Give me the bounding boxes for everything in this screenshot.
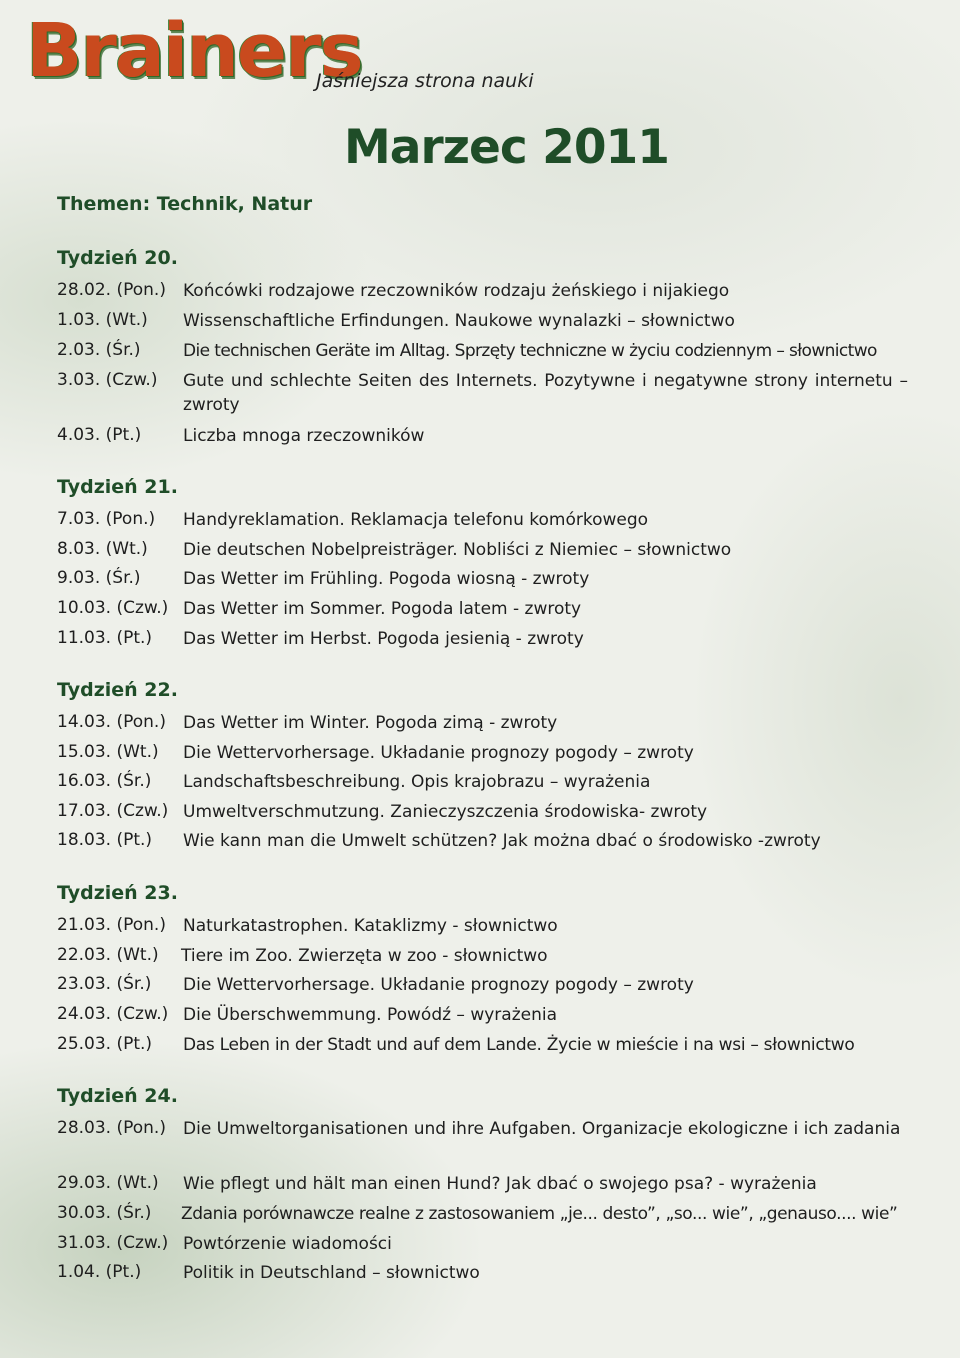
brainers-logo: Brainers — [26, 8, 362, 94]
entry-topic: Wissenschaftliche Erfindungen. Naukowe wynalazki – słownictwo — [183, 311, 735, 331]
themes-heading: Themen: Technik, Natur — [57, 193, 313, 215]
entry-topic: Die Überschwemmung. Powódź – wyrażenia — [183, 1005, 558, 1025]
entry-topic: Die Wettervorhersage. Układanie prognozy pogody – zwroty — [183, 975, 694, 995]
week-title: Tydzień 24. — [57, 1085, 178, 1107]
entry-date: 18.03. (Pt.) — [57, 830, 153, 850]
entry-date: 30.03. (Śr.) — [57, 1203, 152, 1223]
entry-date: 8.03. (Wt.) — [57, 539, 148, 559]
entry-date: 25.03. (Pt.) — [57, 1034, 153, 1054]
entry-topic: Umweltverschmutzung. Zanieczyszczenia środowiska- zwroty — [183, 802, 708, 822]
entry-topic: Wie kann man die Umwelt schützen? Jak można dbać o środowisko -zwroty — [183, 831, 821, 851]
entry-topic: Wie pflegt und hält man einen Hund? Jak dbać o swojego psa? - wyrażenia — [183, 1174, 817, 1194]
entry-date: 4.03. (Pt.) — [57, 425, 142, 445]
entry-topic: Das Leben in der Stadt und auf dem Lande. Życie w mieście i na wsi – słownictwo — [183, 1035, 855, 1055]
entry-topic: Die Umweltorganisationen und ihre Aufgaben. Organizacje ekologiczne i ich zadania — [183, 1119, 901, 1139]
entry-date: 28.03. (Pon.) — [57, 1118, 166, 1138]
entry-topic: Powtórzenie wiadomości — [183, 1234, 392, 1254]
entry-date: 22.03. (Wt.) — [57, 945, 159, 965]
entry-topic: Das Wetter im Sommer. Pogoda latem - zwroty — [183, 599, 582, 619]
entry-date: 14.03. (Pon.) — [57, 712, 166, 732]
entry-date: 24.03. (Czw.) — [57, 1004, 169, 1024]
entry-date: 9.03. (Śr.) — [57, 568, 141, 588]
entry-date: 2.03. (Śr.) — [57, 340, 141, 360]
entry-topic: Liczba mnoga rzeczowników — [183, 426, 425, 446]
entry-topic: Die Wettervorhersage. Układanie prognozy pogody – zwroty — [183, 743, 694, 763]
tagline: Jaśniejsza strona nauki — [316, 70, 534, 92]
entry-date: 11.03. (Pt.) — [57, 628, 153, 648]
week-title: Tydzień 23. — [57, 882, 178, 904]
entry-date: 15.03. (Wt.) — [57, 742, 159, 762]
page-title: Marzec 2011 — [344, 120, 669, 175]
entry-topic: Naturkatastrophen. Kataklizmy - słownictwo — [183, 916, 558, 936]
entry-date: 1.04. (Pt.) — [57, 1262, 142, 1282]
entry-topic: Das Wetter im Frühling. Pogoda wiosną - zwroty — [183, 569, 590, 589]
entry-topic: Die technischen Geräte im Alltag. Sprzęty techniczne w życiu codziennym – słownictwo — [183, 341, 877, 361]
entry-topic: Das Wetter im Winter. Pogoda zimą - zwroty — [183, 713, 558, 733]
entry-topic: Das Wetter im Herbst. Pogoda jesienią - zwroty — [183, 629, 584, 649]
entry-topic: Handyreklamation. Reklamacja telefonu komórkowego — [183, 510, 649, 530]
entry-date: 17.03. (Czw.) — [57, 801, 169, 821]
entry-date: 31.03. (Czw.) — [57, 1233, 169, 1253]
entry-topic: Gute und schlechte Seiten des Internets. Pozytywne i negatywne strony internetu – zwroty — [183, 371, 908, 415]
entry-date: 10.03. (Czw.) — [57, 598, 169, 618]
entry-topic: Zdania porównawcze realne z zastosowaniem „je... desto”, „so... wie”, „genauso.... wie” — [181, 1204, 898, 1224]
entry-date: 16.03. (Śr.) — [57, 771, 152, 791]
week-title: Tydzień 21. — [57, 476, 178, 498]
entry-topic: Tiere im Zoo. Zwierzęta w zoo - słownictwo — [181, 946, 548, 966]
entry-date: 29.03. (Wt.) — [57, 1173, 159, 1193]
week-title: Tydzień 22. — [57, 679, 178, 701]
entry-date: 3.03. (Czw.) — [57, 370, 158, 390]
entry-date: 21.03. (Pon.) — [57, 915, 166, 935]
entry-topic: Końcówki rodzajowe rzeczowników rodzaju żeńskiego i nijakiego — [183, 281, 730, 301]
entry-topic: Landschaftsbeschreibung. Opis krajobrazu – wyrażenia — [183, 772, 651, 792]
week-title: Tydzień 20. — [57, 247, 178, 269]
entry-date: 1.03. (Wt.) — [57, 310, 148, 330]
entry-date: 23.03. (Śr.) — [57, 974, 152, 994]
entry-date: 7.03. (Pon.) — [57, 509, 156, 529]
entry-topic: Politik in Deutschland – słownictwo — [183, 1263, 480, 1283]
entry-topic: Die deutschen Nobelpreisträger. Nobliści z Niemiec – słownictwo — [183, 540, 732, 560]
entry-date: 28.02. (Pon.) — [57, 280, 166, 300]
